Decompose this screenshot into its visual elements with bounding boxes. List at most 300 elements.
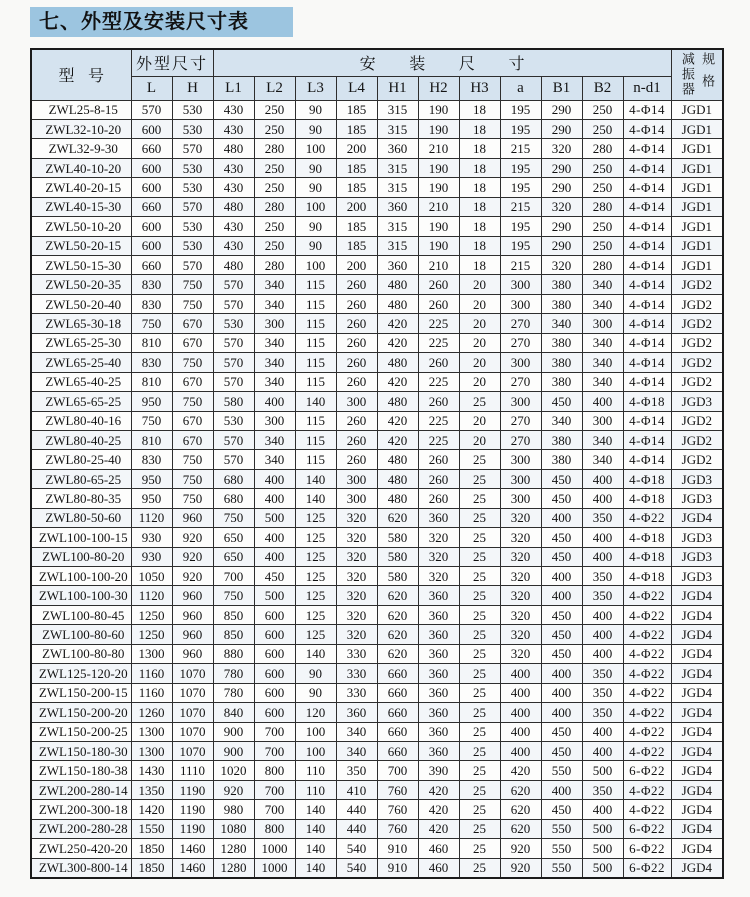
value-cell: 110 [295, 761, 336, 780]
damper-spec-cell: JGD1 [671, 119, 723, 138]
damper-spec-cell: JGD1 [671, 197, 723, 216]
damper-spec-cell: JGD1 [671, 100, 723, 119]
table-row [31, 469, 723, 488]
model-cell: ZWL250-420-20 [31, 839, 131, 858]
value-cell: 450 [541, 605, 582, 624]
value-cell: 380 [541, 353, 582, 372]
value-cell: 530 [172, 178, 213, 197]
value-cell: 25 [459, 567, 500, 586]
value-cell: 4-Φ14 [623, 119, 671, 138]
value-cell: 530 [213, 411, 254, 430]
value-cell: 290 [541, 178, 582, 197]
value-cell: 810 [131, 372, 172, 391]
table-row [31, 722, 723, 741]
value-cell: 6-Φ22 [623, 761, 671, 780]
model-cell: ZWL50-10-20 [31, 217, 131, 236]
value-cell: 420 [377, 411, 418, 430]
value-cell: 260 [336, 372, 377, 391]
value-cell: 700 [254, 722, 295, 741]
value-cell: 600 [254, 703, 295, 722]
value-cell: 400 [254, 489, 295, 508]
value-cell: 25 [459, 800, 500, 819]
column-header-L3: L3 [295, 76, 336, 100]
value-cell: 250 [254, 158, 295, 177]
dimension-table [30, 48, 724, 879]
value-cell: 360 [377, 197, 418, 216]
value-cell: 140 [295, 489, 336, 508]
value-cell: 270 [500, 314, 541, 333]
table-row [31, 605, 723, 624]
value-cell: 4-Φ22 [623, 625, 671, 644]
value-cell: 200 [336, 139, 377, 158]
table-row [31, 489, 723, 508]
value-cell: 760 [377, 819, 418, 838]
value-cell: 570 [213, 372, 254, 391]
value-cell: 210 [418, 256, 459, 275]
value-cell: 185 [336, 178, 377, 197]
value-cell: 750 [172, 489, 213, 508]
value-cell: 400 [500, 683, 541, 702]
value-cell: 650 [213, 547, 254, 566]
value-cell: 660 [131, 139, 172, 158]
value-cell: 115 [295, 411, 336, 430]
value-cell: 4-Φ14 [623, 294, 671, 313]
table-row [31, 236, 723, 255]
value-cell: 480 [377, 489, 418, 508]
value-cell: 500 [254, 586, 295, 605]
value-cell: 270 [500, 411, 541, 430]
table-row [31, 800, 723, 819]
damper-spec-cell: JGD4 [671, 625, 723, 644]
value-cell: 400 [582, 605, 623, 624]
value-cell: 18 [459, 100, 500, 119]
column-header-L: L [131, 76, 172, 100]
model-cell: ZWL100-100-30 [31, 586, 131, 605]
value-cell: 360 [377, 139, 418, 158]
value-cell: 4-Φ22 [623, 508, 671, 527]
value-cell: 420 [418, 800, 459, 819]
value-cell: 400 [254, 392, 295, 411]
value-cell: 400 [254, 469, 295, 488]
value-cell: 115 [295, 333, 336, 352]
value-cell: 300 [582, 411, 623, 430]
value-cell: 270 [500, 430, 541, 449]
value-cell: 600 [131, 119, 172, 138]
value-cell: 750 [213, 586, 254, 605]
value-cell: 25 [459, 625, 500, 644]
value-cell: 580 [377, 547, 418, 566]
table-row [31, 411, 723, 430]
value-cell: 4-Φ22 [623, 605, 671, 624]
value-cell: 290 [541, 158, 582, 177]
value-cell: 315 [377, 236, 418, 255]
value-cell: 125 [295, 586, 336, 605]
model-cell: ZWL50-15-30 [31, 256, 131, 275]
value-cell: 4-Φ14 [623, 158, 671, 177]
value-cell: 400 [541, 664, 582, 683]
column-header-H: H [172, 76, 213, 100]
value-cell: 195 [500, 217, 541, 236]
value-cell: 960 [172, 508, 213, 527]
value-cell: 4-Φ22 [623, 703, 671, 722]
value-cell: 20 [459, 294, 500, 313]
value-cell: 125 [295, 508, 336, 527]
value-cell: 90 [295, 158, 336, 177]
value-cell: 185 [336, 236, 377, 255]
value-cell: 320 [336, 567, 377, 586]
value-cell: 210 [418, 197, 459, 216]
value-cell: 25 [459, 528, 500, 547]
value-cell: 210 [418, 139, 459, 158]
value-cell: 430 [213, 236, 254, 255]
value-cell: 950 [131, 469, 172, 488]
model-cell: ZWL125-120-20 [31, 664, 131, 683]
value-cell: 280 [254, 139, 295, 158]
model-cell: ZWL50-20-40 [31, 294, 131, 313]
value-cell: 330 [336, 664, 377, 683]
value-cell: 320 [336, 625, 377, 644]
value-cell: 320 [336, 547, 377, 566]
value-cell: 190 [418, 178, 459, 197]
value-cell: 1080 [213, 819, 254, 838]
value-cell: 400 [541, 703, 582, 722]
spec-label: 规格 [700, 52, 716, 97]
value-cell: 1110 [172, 761, 213, 780]
value-cell: 530 [172, 100, 213, 119]
value-cell: 530 [213, 314, 254, 333]
value-cell: 840 [213, 703, 254, 722]
value-cell: 185 [336, 158, 377, 177]
damper-spec-cell: JGD3 [671, 392, 723, 411]
damper-spec-cell: JGD4 [671, 819, 723, 838]
value-cell: 600 [254, 625, 295, 644]
value-cell: 410 [336, 780, 377, 799]
value-cell: 120 [295, 703, 336, 722]
value-cell: 450 [541, 625, 582, 644]
value-cell: 450 [541, 800, 582, 819]
table-row [31, 644, 723, 663]
table-row [31, 819, 723, 838]
value-cell: 750 [172, 353, 213, 372]
value-cell: 140 [295, 839, 336, 858]
value-cell: 660 [131, 197, 172, 216]
value-cell: 450 [541, 489, 582, 508]
value-cell: 25 [459, 469, 500, 488]
value-cell: 25 [459, 586, 500, 605]
value-cell: 910 [377, 858, 418, 877]
table-row [31, 314, 723, 333]
damper-spec-cell: JGD4 [671, 722, 723, 741]
value-cell: 350 [582, 683, 623, 702]
value-cell: 920 [500, 858, 541, 877]
value-cell: 360 [418, 683, 459, 702]
value-cell: 195 [500, 119, 541, 138]
header-outline-dimensions: 外型尺寸 [131, 49, 213, 76]
column-header-B1: B1 [541, 76, 582, 100]
value-cell: 4-Φ22 [623, 741, 671, 760]
value-cell: 380 [541, 450, 582, 469]
value-cell: 18 [459, 178, 500, 197]
value-cell: 315 [377, 178, 418, 197]
value-cell: 4-Φ14 [623, 178, 671, 197]
value-cell: 1120 [131, 508, 172, 527]
table-row [31, 139, 723, 158]
value-cell: 400 [582, 469, 623, 488]
value-cell: 340 [541, 411, 582, 430]
value-cell: 810 [131, 333, 172, 352]
model-cell: ZWL65-30-18 [31, 314, 131, 333]
value-cell: 1460 [172, 839, 213, 858]
value-cell: 300 [500, 450, 541, 469]
value-cell: 20 [459, 333, 500, 352]
value-cell: 360 [418, 625, 459, 644]
column-header-a: a [500, 76, 541, 100]
table-row [31, 430, 723, 449]
value-cell: 350 [582, 508, 623, 527]
value-cell: 580 [377, 528, 418, 547]
model-cell: ZWL80-80-35 [31, 489, 131, 508]
value-cell: 750 [131, 314, 172, 333]
value-cell: 930 [131, 528, 172, 547]
value-cell: 760 [377, 800, 418, 819]
value-cell: 195 [500, 158, 541, 177]
value-cell: 330 [336, 683, 377, 702]
damper-spec-cell: JGD4 [671, 508, 723, 527]
value-cell: 315 [377, 100, 418, 119]
model-cell: ZWL65-25-30 [31, 333, 131, 352]
damper-label: 减振器 [679, 52, 695, 98]
value-cell: 115 [295, 314, 336, 333]
value-cell: 4-Φ14 [623, 139, 671, 158]
value-cell: 500 [582, 858, 623, 877]
value-cell: 320 [418, 528, 459, 547]
value-cell: 920 [500, 839, 541, 858]
value-cell: 4-Φ22 [623, 644, 671, 663]
damper-spec-wrap [672, 52, 723, 97]
value-cell: 25 [459, 392, 500, 411]
value-cell: 900 [213, 722, 254, 741]
model-cell: ZWL150-200-25 [31, 722, 131, 741]
value-cell: 1300 [131, 741, 172, 760]
header-damper-spec [671, 49, 723, 100]
value-cell: 660 [377, 664, 418, 683]
table-row [31, 450, 723, 469]
value-cell: 250 [582, 119, 623, 138]
value-cell: 670 [172, 314, 213, 333]
value-cell: 4-Φ14 [623, 100, 671, 119]
value-cell: 660 [377, 683, 418, 702]
value-cell: 460 [418, 858, 459, 877]
value-cell: 4-Φ14 [623, 430, 671, 449]
value-cell: 20 [459, 353, 500, 372]
value-cell: 570 [213, 353, 254, 372]
value-cell: 4-Φ18 [623, 392, 671, 411]
value-cell: 280 [582, 197, 623, 216]
value-cell: 315 [377, 217, 418, 236]
value-cell: 400 [254, 547, 295, 566]
value-cell: 290 [541, 236, 582, 255]
value-cell: 380 [541, 275, 582, 294]
value-cell: 340 [254, 372, 295, 391]
value-cell: 140 [295, 819, 336, 838]
value-cell: 4-Φ14 [623, 411, 671, 430]
value-cell: 570 [213, 294, 254, 313]
value-cell: 430 [213, 217, 254, 236]
value-cell: 225 [418, 411, 459, 430]
value-cell: 200 [336, 256, 377, 275]
value-cell: 1050 [131, 567, 172, 586]
value-cell: 1850 [131, 858, 172, 877]
value-cell: 380 [541, 372, 582, 391]
value-cell: 260 [336, 294, 377, 313]
value-cell: 450 [541, 741, 582, 760]
value-cell: 480 [377, 392, 418, 411]
value-cell: 270 [500, 372, 541, 391]
value-cell: 450 [541, 722, 582, 741]
model-cell: ZWL100-80-20 [31, 547, 131, 566]
value-cell: 125 [295, 625, 336, 644]
value-cell: 400 [541, 780, 582, 799]
value-cell: 1070 [172, 722, 213, 741]
value-cell: 480 [213, 139, 254, 158]
value-cell: 300 [254, 411, 295, 430]
value-cell: 620 [500, 819, 541, 838]
damper-spec-cell: JGD3 [671, 567, 723, 586]
value-cell: 4-Φ22 [623, 664, 671, 683]
table-row [31, 741, 723, 760]
value-cell: 4-Φ18 [623, 567, 671, 586]
value-cell: 1160 [131, 664, 172, 683]
value-cell: 115 [295, 294, 336, 313]
value-cell: 570 [172, 139, 213, 158]
value-cell: 260 [418, 392, 459, 411]
damper-spec-cell: JGD3 [671, 489, 723, 508]
value-cell: 660 [377, 741, 418, 760]
table-row [31, 703, 723, 722]
model-cell: ZWL32-9-30 [31, 139, 131, 158]
value-cell: 700 [254, 800, 295, 819]
value-cell: 90 [295, 178, 336, 197]
value-cell: 4-Φ18 [623, 547, 671, 566]
value-cell: 1420 [131, 800, 172, 819]
table-row [31, 683, 723, 702]
value-cell: 90 [295, 119, 336, 138]
value-cell: 18 [459, 256, 500, 275]
value-cell: 620 [377, 508, 418, 527]
damper-spec-cell: JGD2 [671, 430, 723, 449]
value-cell: 600 [254, 605, 295, 624]
value-cell: 340 [582, 353, 623, 372]
value-cell: 260 [336, 450, 377, 469]
value-cell: 350 [582, 780, 623, 799]
value-cell: 140 [295, 858, 336, 877]
value-cell: 830 [131, 353, 172, 372]
value-cell: 320 [541, 139, 582, 158]
value-cell: 400 [582, 489, 623, 508]
damper-spec-cell: JGD4 [671, 644, 723, 663]
value-cell: 320 [500, 644, 541, 663]
value-cell: 100 [295, 722, 336, 741]
value-cell: 4-Φ14 [623, 236, 671, 255]
value-cell: 400 [582, 722, 623, 741]
value-cell: 260 [418, 489, 459, 508]
value-cell: 760 [377, 780, 418, 799]
value-cell: 4-Φ14 [623, 353, 671, 372]
damper-spec-cell: JGD2 [671, 314, 723, 333]
table-row [31, 333, 723, 352]
value-cell: 4-Φ14 [623, 197, 671, 216]
value-cell: 280 [254, 256, 295, 275]
damper-spec-cell: JGD1 [671, 256, 723, 275]
damper-spec-cell: JGD4 [671, 800, 723, 819]
value-cell: 25 [459, 547, 500, 566]
value-cell: 185 [336, 217, 377, 236]
table-row [31, 625, 723, 644]
value-cell: 260 [336, 353, 377, 372]
value-cell: 20 [459, 275, 500, 294]
value-cell: 570 [172, 197, 213, 216]
value-cell: 140 [295, 644, 336, 663]
value-cell: 250 [582, 158, 623, 177]
model-cell: ZWL200-280-28 [31, 819, 131, 838]
value-cell: 290 [541, 217, 582, 236]
value-cell: 100 [295, 139, 336, 158]
value-cell: 750 [213, 508, 254, 527]
value-cell: 960 [172, 605, 213, 624]
value-cell: 125 [295, 605, 336, 624]
value-cell: 1250 [131, 625, 172, 644]
value-cell: 340 [582, 450, 623, 469]
value-cell: 420 [377, 372, 418, 391]
value-cell: 18 [459, 217, 500, 236]
value-cell: 250 [582, 236, 623, 255]
value-cell: 195 [500, 178, 541, 197]
value-cell: 340 [582, 372, 623, 391]
table-row [31, 275, 723, 294]
column-header-H1: H1 [377, 76, 418, 100]
damper-spec-cell: JGD4 [671, 683, 723, 702]
value-cell: 360 [418, 508, 459, 527]
value-cell: 25 [459, 741, 500, 760]
value-cell: 750 [172, 392, 213, 411]
value-cell: 25 [459, 605, 500, 624]
value-cell: 1250 [131, 605, 172, 624]
value-cell: 290 [541, 119, 582, 138]
value-cell: 225 [418, 430, 459, 449]
value-cell: 300 [500, 353, 541, 372]
value-cell: 1070 [172, 664, 213, 683]
value-cell: 25 [459, 858, 500, 877]
model-cell: ZWL40-10-20 [31, 158, 131, 177]
model-cell: ZWL100-80-45 [31, 605, 131, 624]
value-cell: 810 [131, 430, 172, 449]
value-cell: 190 [418, 158, 459, 177]
value-cell: 780 [213, 664, 254, 683]
value-cell: 190 [418, 119, 459, 138]
value-cell: 430 [213, 178, 254, 197]
value-cell: 850 [213, 605, 254, 624]
value-cell: 700 [377, 761, 418, 780]
value-cell: 115 [295, 275, 336, 294]
value-cell: 350 [582, 703, 623, 722]
value-cell: 340 [582, 275, 623, 294]
value-cell: 680 [213, 489, 254, 508]
value-cell: 430 [213, 119, 254, 138]
value-cell: 18 [459, 158, 500, 177]
header-model [31, 49, 131, 100]
value-cell: 540 [336, 858, 377, 877]
model-cell: ZWL40-20-15 [31, 178, 131, 197]
